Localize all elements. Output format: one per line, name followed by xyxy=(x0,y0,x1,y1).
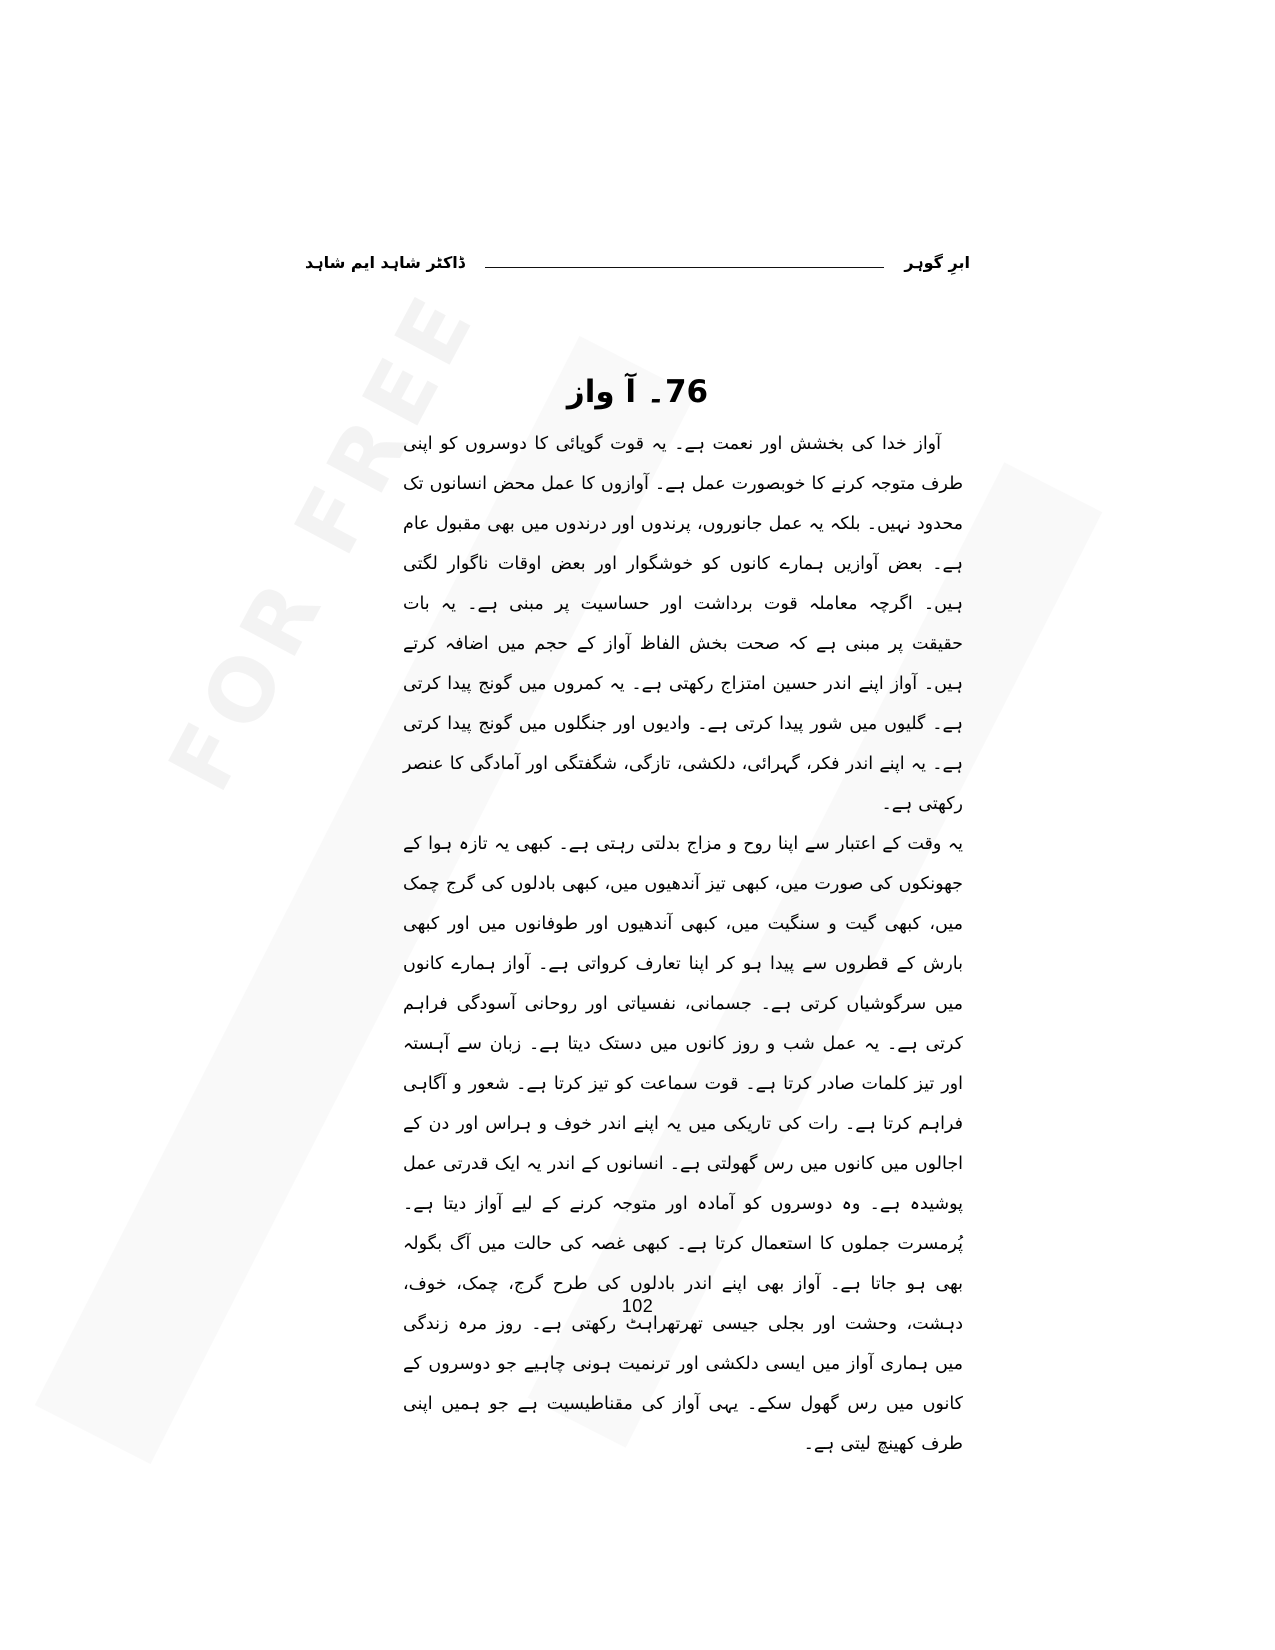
page-number: 102 xyxy=(621,1296,654,1316)
paragraph-1: آواز خدا کی بخشش اور نعمت ہے۔ یہ قوت گویائی کا دوسروں کو اپنی طرف متوجہ کرنے کا خوبصورت عمل ہے۔ آوازوں کا عمل محض انسانوں تک محدود نہیں۔ بلکہ یہ عمل جانوروں، پرندوں اور درندوں میں بھی مقبول عام ہے۔ بعض آوازیں ہمارے کانوں کو خوشگوار اور بعض اوقات ناگوار لگتی ہیں۔ اگرچہ معاملہ قوت برداشت اور حساسیت پر مبنی ہے۔ یہ بات حقیقت پر مبنی ہے کہ صحت بخش الفاظ آواز کے حجم میں اضافہ کرتے ہیں۔ آواز اپنے اندر حسین امتزاج رکھتی ہے۔ یہ کمروں میں گونج پیدا کرتی ہے۔ گلیوں میں شور پیدا کرتی ہے۔ وادیوں اور جنگلوں میں گونج پیدا کرتی ہے۔ یہ اپنے اندر فکر، گہرائی، دلکشی، تازگی، شگفتگی اور آمادگی کا عنصر رکھتی ہے۔ xyxy=(403,434,963,814)
header-divider-rule xyxy=(485,267,884,268)
header-author-name: ڈاکٹر شاہد ایم شاہد xyxy=(305,253,465,273)
running-header xyxy=(305,243,970,287)
header-book-title: ابرِ گوہر xyxy=(904,253,970,273)
chapter-title: 76۔ آ واز xyxy=(566,373,709,410)
paragraph-2: یہ وقت کے اعتبار سے اپنا روح و مزاج بدلتی رہتی ہے۔ کبھی یہ تازہ ہوا کے جھونکوں کی صورت میں، کبھی تیز آندھیوں میں، کبھی بادلوں کی گرج چمک میں، کبھی گیت و سنگیت میں، کبھی آندھیوں اور طوفانوں میں اور کبھی بارش کے قطروں سے پیدا ہو کر اپنا تعارف کرواتی ہے۔ آواز ہمارے کانوں میں سرگوشیاں کرتی ہے۔ جسمانی، نفسیاتی اور روحانی آسودگی فراہم کرتی ہے۔ یہ عمل شب و روز کانوں میں دستک دیتا ہے۔ زبان سے آہستہ اور تیز کلمات صادر کرتا ہے۔ قوت سماعت کو تیز کرتا ہے۔ شعور و آگاہی فراہم کرتا ہے۔ رات کی تاریکی میں یہ اپنے اندر خوف و ہراس اور دن کے اجالوں میں کانوں میں رس گھولتی ہے۔ انسانوں کے اندر یہ ایک قدرتی عمل پوشیدہ ہے۔ وہ دوسروں کو آمادہ اور متوجہ کرنے کے لیے آواز دیتا ہے۔ پُرمسرت جملوں کا استعمال کرتا ہے۔ کبھی غصہ کی حالت میں آگ بگولہ بھی ہو جاتا ہے۔ آواز بھی اپنے اندر بادلوں کی طرح گرج، چمک، خوف، دہشت، وحشت اور بجلی جیسی تھرتھراہٹ رکھتی ہے۔ روز مرہ زندگی میں ہماری آواز میں ایسی دلکشی اور ترنمیت ہونی چاہیے جو دوسروں کے کانوں میں رس گھول سکے۔ یہی آواز کی مقناطیسیت ہے جو ہمیں اپنی طرف کھینچ لیتی ہے۔ xyxy=(403,834,963,1454)
